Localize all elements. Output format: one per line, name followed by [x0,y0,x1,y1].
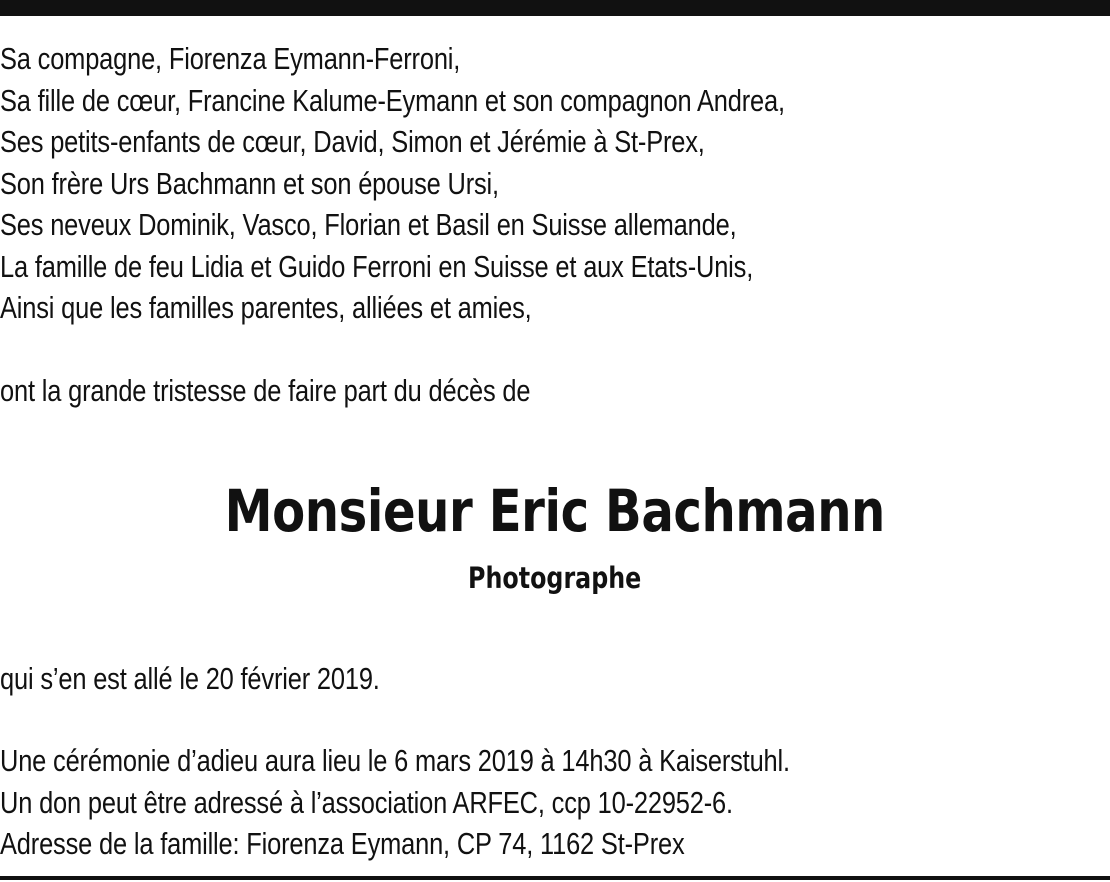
family-line-partner: Sa compagne, Fiorenza Eymann-Ferroni, [0,41,461,76]
family-line-daughter: Sa fille de cœur, Francine Kalume-Eymann et son compagnon Andrea, [0,82,785,118]
family-line-nephews: Ses neveux Dominik, Vasco, Florian et Basil en Suisse allemande, [0,207,737,242]
announcement-text: ont la grande tristesse de faire part du décès de [0,373,531,408]
donation-line: Un don peut être adressé à l’association ARFEC, ccp 10-22952-6. [0,784,733,820]
deceased-name: Monsieur Eric Bachmann [224,477,886,545]
ceremony-info [0,740,1108,865]
family-line-brother: Son frère Urs Bachmann et son épouse Ursi, [0,165,499,201]
family-line-relatives: Ainsi que les familles parentes, alliées et amies, [0,290,532,325]
family-line-ferroni: La famille de feu Lidia et Guido Ferroni en Suisse et aux Etats-Unis, [0,248,754,284]
passing-date-text: qui s’en est allé le 20 février 2019. [0,661,380,696]
ceremony-line: Une cérémonie d’adieu aura lieu le 6 mars 2019 à 14h30 à Kaiserstuhl. [0,743,790,778]
deceased-profession: Photographe [468,561,642,595]
announcement-text-container [0,370,647,412]
deceased-name-container [0,478,1110,544]
family-list [0,38,1108,329]
passing-date-container [0,658,463,700]
bottom-border-rule [0,876,1110,880]
top-border-rule [0,0,1110,16]
family-line-grandchildren: Ses petits-enfants de cœur, David, Simon et Jérémie à St-Prex, [0,124,705,159]
profession-container [0,560,1110,596]
family-address-line: Adresse de la famille: Fiorenza Eymann, CP 74, 1162 St-Prex [0,826,685,861]
